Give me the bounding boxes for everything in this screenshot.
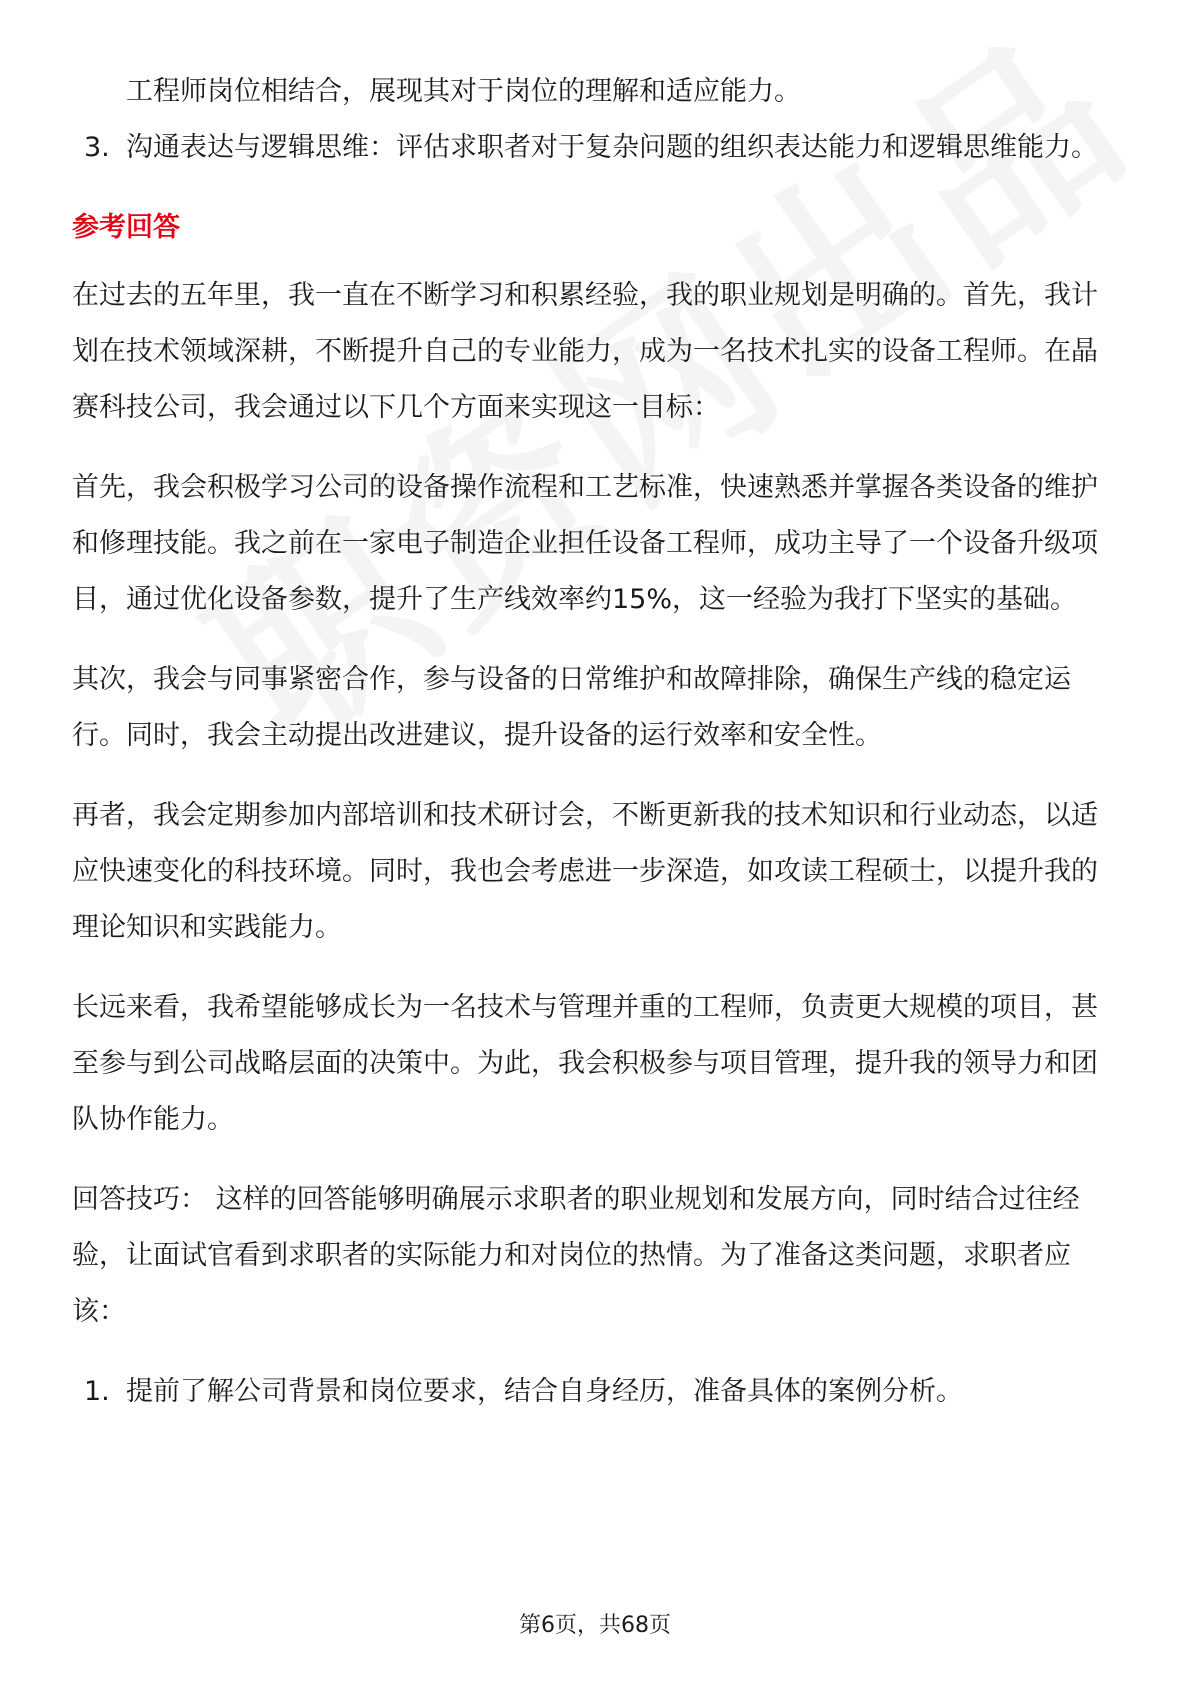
list-item-text: 沟通表达与逻辑思维：评估求职者对于复杂问题的组织表达能力和逻辑思维能力。: [126, 132, 1098, 163]
answer-paragraph: 长远来看，我希望能够成长为一名技术与管理并重的工程师，负责更大规模的项目，甚至参与到公司战略层面的决策中。为此，我会积极参与项目管理，提升我的领导力和团队协作能力。: [72, 992, 1098, 1135]
list-item-continuation: 工程师岗位相结合，展现其对于岗位的理解和适应能力。: [126, 76, 801, 107]
document-body: [72, 64, 1122, 1420]
answer-paragraph: 再者，我会定期参加内部培训和技术研讨会，不断更新我的技术知识和行业动态，以适应快速变化的科技环境。同时，我也会考虑进一步深造，如攻读工程硕士，以提升我的理论知识和实践能力。: [72, 800, 1098, 943]
list-item-3: [72, 120, 1122, 176]
section-heading: 参考回答: [72, 212, 180, 243]
list-number: 1.: [84, 1376, 110, 1407]
answer-paragraph: 其次，我会与同事紧密合作，参与设备的日常维护和故障排除，确保生产线的稳定运行。同时，我会主动提出改进建议，提升设备的运行效率和安全性。: [72, 664, 1071, 751]
tips-paragraph: 回答技巧： 这样的回答能够明确展示求职者的职业规划和发展方向，同时结合过往经验，让面试官看到求职者的实际能力和对岗位的热情。为了准备这类问题，求职者应该：: [72, 1184, 1080, 1327]
answer-paragraph: 首先，我会积极学习公司的设备操作流程和工艺标准，快速熟悉并掌握各类设备的维护和修理技能。我之前在一家电子制造企业担任设备工程师，成功主导了一个设备升级项目，通过优化设备参数，提升了生产线效率约15%，这一经验为我打下坚实的基础。: [72, 472, 1098, 615]
list-number: 3.: [84, 132, 110, 163]
list-item-text: 提前了解公司背景和岗位要求，结合自身经历，准备具体的案例分析。: [126, 1376, 963, 1407]
list-item-1: [72, 1364, 1122, 1420]
answer-paragraph: 在过去的五年里，我一直在不断学习和积累经验，我的职业规划是明确的。首先，我计划在技术领域深耕，不断提升自己的专业能力，成为一名技术扎实的设备工程师。在晶赛科技公司，我会通过以下几个方面来实现这一目标：: [72, 280, 1098, 423]
page-footer: 第6页，共68页: [519, 1613, 671, 1638]
